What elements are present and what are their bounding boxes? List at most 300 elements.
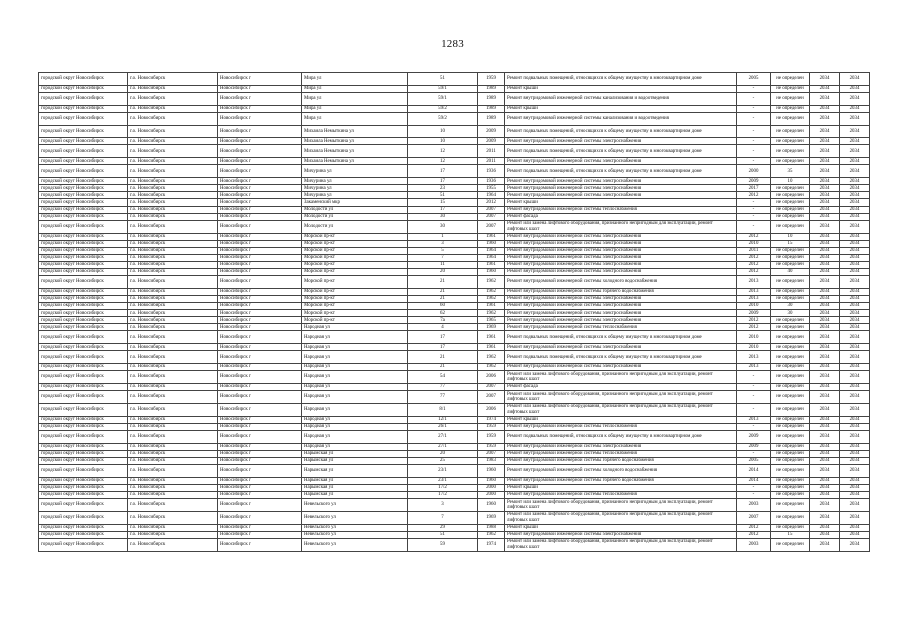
- cell-city: Новосибирск г: [218, 344, 302, 351]
- table-row: [39, 261, 870, 268]
- table-row: [39, 178, 870, 185]
- cell-house-number: 3: [408, 499, 478, 512]
- cell-build-year: 1974: [478, 416, 505, 423]
- cell-municipality: городской округ Новосибирск: [39, 73, 128, 86]
- cell-work-type: Ремонт внутридомовой инженерной системы электроснабжения: [505, 443, 737, 450]
- cell-settlement: г.о. Новосибирск: [128, 310, 218, 317]
- cell-wear-percent: не определен: [771, 317, 810, 324]
- cell-settlement: г.о. Новосибирск: [128, 268, 218, 275]
- cell-work-type: Ремонт внутридомовой инженерной системы электроснабжения: [505, 268, 737, 275]
- cell-house-number: 21: [408, 351, 478, 364]
- cell-city: Новосибирск г: [218, 317, 302, 324]
- cell-wear-percent: не определен: [771, 92, 810, 105]
- cell-settlement: г.о. Новосибирск: [128, 105, 218, 112]
- table-row: [39, 165, 870, 178]
- table-row: [39, 403, 870, 416]
- cell-work-type: Ремонт внутридомовой инженерной системы электроснабжения: [505, 247, 737, 254]
- cell-settlement: г.о. Новосибирск: [128, 165, 218, 178]
- cell-build-year: 2007: [478, 220, 505, 233]
- cell-city: Новосибирск г: [218, 423, 302, 430]
- cell-wear-percent: не определен: [771, 403, 810, 416]
- cell-build-year: 1961: [478, 303, 505, 310]
- cell-plan-end-year: 2034: [840, 371, 870, 384]
- cell-plan-end-year: 2034: [840, 464, 870, 477]
- cell-plan-start-year: 2034: [810, 403, 840, 416]
- cell-municipality: городской округ Новосибирск: [39, 511, 128, 524]
- cell-municipality: городской округ Новосибирск: [39, 288, 128, 295]
- cell-street: Михаила Немыткина ул: [302, 138, 408, 145]
- cell-municipality: городской округ Новосибирск: [39, 158, 128, 165]
- table-row: [39, 240, 870, 247]
- cell-municipality: городской округ Новосибирск: [39, 344, 128, 351]
- cell-house-number: 23/1: [408, 477, 478, 484]
- cell-wear-percent: не определен: [771, 220, 810, 233]
- table-row: [39, 254, 870, 261]
- cell-street: Невельского ул: [302, 511, 408, 524]
- table-row: [39, 344, 870, 351]
- cell-plan-end-year: 2034: [840, 206, 870, 213]
- cell-last-repair-year: 2009: [737, 178, 771, 185]
- cell-wear-percent: не определен: [771, 85, 810, 92]
- cell-plan-start-year: 2034: [810, 112, 840, 125]
- cell-plan-start-year: 2034: [810, 158, 840, 165]
- cell-city: Новосибирск г: [218, 384, 302, 391]
- cell-city: Новосибирск г: [218, 268, 302, 275]
- cell-build-year: 1965: [478, 317, 505, 324]
- cell-municipality: городской округ Новосибирск: [39, 112, 128, 125]
- cell-municipality: городской округ Новосибирск: [39, 303, 128, 310]
- cell-wear-percent: не определен: [771, 138, 810, 145]
- cell-street: Мира ул: [302, 85, 408, 92]
- cell-work-type: Ремонт или замена лифтового оборудования, признанного непригодным для эксплуатации, ремонт лифтовых шахт: [505, 371, 737, 384]
- cell-settlement: г.о. Новосибирск: [128, 247, 218, 254]
- cell-plan-start-year: 2034: [810, 331, 840, 344]
- cell-build-year: 1962: [478, 288, 505, 295]
- cell-city: Новосибирск г: [218, 511, 302, 524]
- cell-build-year: 1962: [478, 310, 505, 317]
- cell-city: Новосибирск г: [218, 324, 302, 331]
- cell-plan-start-year: 2034: [810, 344, 840, 351]
- cell-build-year: 2007: [478, 384, 505, 391]
- cell-plan-start-year: 2034: [810, 138, 840, 145]
- cell-work-type: Ремонт или замена лифтового оборудования, признанного непригодным для эксплуатации, ремонт лифтовых шахт: [505, 220, 737, 233]
- cell-plan-end-year: 2034: [840, 233, 870, 240]
- cell-build-year: 1960: [478, 240, 505, 247]
- cell-street: Нарымская ул: [302, 484, 408, 491]
- cell-settlement: г.о. Новосибирск: [128, 524, 218, 531]
- cell-city: Новосибирск г: [218, 430, 302, 443]
- cell-settlement: г.о. Новосибирск: [128, 477, 218, 484]
- cell-work-type: Ремонт внутридомовой инженерной системы электроснабжения: [505, 531, 737, 538]
- cell-street: Народная ул: [302, 371, 408, 384]
- cell-city: Новосибирск г: [218, 125, 302, 138]
- cell-settlement: г.о. Новосибирск: [128, 112, 218, 125]
- table-row: [39, 450, 870, 457]
- cell-last-repair-year: -: [737, 213, 771, 220]
- cell-work-type: Ремонт внутридомовой инженерной системы горячего водоснабжения: [505, 457, 737, 464]
- cell-city: Новосибирск г: [218, 464, 302, 477]
- cell-wear-percent: не определен: [771, 499, 810, 512]
- cell-city: Новосибирск г: [218, 145, 302, 158]
- cell-build-year: 1959: [478, 443, 505, 450]
- table-row: [39, 423, 870, 430]
- cell-wear-percent: не определен: [771, 491, 810, 498]
- cell-work-type: Ремонт крыши: [505, 105, 737, 112]
- cell-municipality: городской округ Новосибирск: [39, 165, 128, 178]
- cell-plan-end-year: 2034: [840, 457, 870, 464]
- cell-build-year: 1936: [478, 178, 505, 185]
- cell-wear-percent: не определен: [771, 158, 810, 165]
- cell-settlement: г.о. Новосибирск: [128, 531, 218, 538]
- cell-last-repair-year: -: [737, 112, 771, 125]
- cell-city: Новосибирск г: [218, 138, 302, 145]
- cell-street: Молодости ул: [302, 213, 408, 220]
- cell-work-type: Ремонт или замена лифтового оборудования, признанного непригодным для эксплуатации, ремонт лифтовых шахт: [505, 511, 737, 524]
- cell-work-type: Ремонт внутридомовой инженерной системы электроснабжения: [505, 185, 737, 192]
- cell-street: Мира ул: [302, 105, 408, 112]
- cell-city: Новосибирск г: [218, 178, 302, 185]
- cell-settlement: г.о. Новосибирск: [128, 295, 218, 302]
- cell-plan-end-year: 2034: [840, 247, 870, 254]
- cell-plan-start-year: 2034: [810, 499, 840, 512]
- cell-plan-end-year: 2034: [840, 351, 870, 364]
- cell-last-repair-year: 2012: [737, 261, 771, 268]
- cell-city: Новосибирск г: [218, 450, 302, 457]
- cell-build-year: 1969: [478, 511, 505, 524]
- cell-city: Новосибирск г: [218, 288, 302, 295]
- table-row: [39, 105, 870, 112]
- cell-settlement: г.о. Новосибирск: [128, 344, 218, 351]
- table-row: [39, 125, 870, 138]
- cell-municipality: городской округ Новосибирск: [39, 233, 128, 240]
- cell-build-year: 1964: [478, 192, 505, 199]
- cell-municipality: городской округ Новосибирск: [39, 524, 128, 531]
- cell-wear-percent: не определен: [771, 538, 810, 551]
- cell-work-type: Ремонт внутридомовой инженерной системы теплоснабжения: [505, 206, 737, 213]
- cell-municipality: городской округ Новосибирск: [39, 391, 128, 404]
- cell-last-repair-year: -: [737, 391, 771, 404]
- cell-plan-start-year: 2034: [810, 178, 840, 185]
- cell-settlement: г.о. Новосибирск: [128, 288, 218, 295]
- table-row: [39, 158, 870, 165]
- cell-last-repair-year: 2017: [737, 185, 771, 192]
- cell-street: Нарымская ул: [302, 464, 408, 477]
- cell-work-type: Ремонт внутридомовой инженерной системы теплоснабжения: [505, 423, 737, 430]
- cell-municipality: городской округ Новосибирск: [39, 317, 128, 324]
- cell-plan-start-year: 2034: [810, 247, 840, 254]
- cell-last-repair-year: -: [737, 484, 771, 491]
- cell-plan-end-year: 2034: [840, 85, 870, 92]
- cell-city: Новосибирск г: [218, 92, 302, 105]
- cell-settlement: г.о. Новосибирск: [128, 317, 218, 324]
- cell-city: Новосибирск г: [218, 491, 302, 498]
- cell-street: Невельского ул: [302, 524, 408, 531]
- cell-municipality: городской округ Новосибирск: [39, 276, 128, 289]
- cell-wear-percent: 30: [771, 310, 810, 317]
- cell-plan-end-year: 2034: [840, 112, 870, 125]
- cell-work-type: Ремонт фасада: [505, 384, 737, 391]
- cell-city: Новосибирск г: [218, 254, 302, 261]
- cell-plan-end-year: 2034: [840, 125, 870, 138]
- cell-municipality: городской округ Новосибирск: [39, 206, 128, 213]
- cell-plan-start-year: 2034: [810, 92, 840, 105]
- cell-house-number: 10: [408, 125, 478, 138]
- table-row: [39, 317, 870, 324]
- cell-plan-start-year: 2034: [810, 371, 840, 384]
- cell-build-year: 1964: [478, 247, 505, 254]
- cell-municipality: городской округ Новосибирск: [39, 85, 128, 92]
- cell-plan-end-year: 2034: [840, 73, 870, 86]
- cell-plan-end-year: 2034: [840, 268, 870, 275]
- cell-plan-end-year: 2034: [840, 538, 870, 551]
- cell-plan-start-year: 2034: [810, 105, 840, 112]
- cell-build-year: 1959: [478, 430, 505, 443]
- cell-build-year: 1961: [478, 331, 505, 344]
- cell-house-number: 17: [408, 206, 478, 213]
- cell-plan-end-year: 2034: [840, 295, 870, 302]
- cell-street: Мичурина ул: [302, 192, 408, 199]
- cell-plan-start-year: 2034: [810, 192, 840, 199]
- cell-build-year: 1962: [478, 276, 505, 289]
- cell-plan-start-year: 2034: [810, 538, 840, 551]
- cell-street: Мичурина ул: [302, 165, 408, 178]
- cell-city: Новосибирск г: [218, 85, 302, 92]
- table-row: [39, 268, 870, 275]
- table-row: [39, 499, 870, 512]
- cell-plan-end-year: 2034: [840, 138, 870, 145]
- cell-wear-percent: не определен: [771, 391, 810, 404]
- table-row: [39, 416, 870, 423]
- cell-build-year: 2012: [478, 199, 505, 206]
- cell-build-year: 1974: [478, 538, 505, 551]
- table-row: [39, 371, 870, 384]
- cell-work-type: Ремонт крыши: [505, 484, 737, 491]
- cell-municipality: городской округ Новосибирск: [39, 443, 128, 450]
- cell-plan-start-year: 2034: [810, 384, 840, 391]
- cell-city: Новосибирск г: [218, 531, 302, 538]
- cell-wear-percent: не определен: [771, 484, 810, 491]
- cell-street: Мира ул: [302, 92, 408, 105]
- cell-work-type: Ремонт подвальных помещений, относящихся к общему имуществу в многоквартирном доме: [505, 351, 737, 364]
- cell-build-year: 2009: [478, 138, 505, 145]
- cell-street: Морской пр-кт: [302, 288, 408, 295]
- cell-city: Новосибирск г: [218, 192, 302, 199]
- cell-wear-percent: не определен: [771, 423, 810, 430]
- table-row: [39, 85, 870, 92]
- cell-wear-percent: не определен: [771, 73, 810, 86]
- cell-last-repair-year: -: [737, 199, 771, 206]
- cell-house-number: 17: [408, 165, 478, 178]
- cell-city: Новосибирск г: [218, 499, 302, 512]
- table-row: [39, 138, 870, 145]
- cell-build-year: 2007: [478, 450, 505, 457]
- cell-plan-start-year: 2034: [810, 491, 840, 498]
- cell-last-repair-year: 2010: [737, 303, 771, 310]
- cell-house-number: 51: [408, 73, 478, 86]
- cell-house-number: 1: [408, 233, 478, 240]
- cell-settlement: г.о. Новосибирск: [128, 73, 218, 86]
- cell-plan-start-year: 2034: [810, 464, 840, 477]
- cell-last-repair-year: 2013: [737, 364, 771, 371]
- cell-house-number: 21: [408, 276, 478, 289]
- cell-plan-end-year: 2034: [840, 364, 870, 371]
- cell-last-repair-year: -: [737, 85, 771, 92]
- cell-settlement: г.о. Новосибирск: [128, 423, 218, 430]
- cell-work-type: Ремонт подвальных помещений, относящихся к общему имуществу в многоквартирном доме: [505, 430, 737, 443]
- cell-wear-percent: 10: [771, 178, 810, 185]
- cell-build-year: 1955: [478, 185, 505, 192]
- cell-last-repair-year: -: [737, 371, 771, 384]
- cell-city: Новосибирск г: [218, 524, 302, 531]
- cell-settlement: г.о. Новосибирск: [128, 464, 218, 477]
- cell-house-number: 26/1: [408, 423, 478, 430]
- cell-work-type: Ремонт внутридомовой инженерной системы электроснабжения: [505, 295, 737, 302]
- cell-house-number: 4: [408, 324, 478, 331]
- cell-wear-percent: не определен: [771, 324, 810, 331]
- cell-wear-percent: не определен: [771, 416, 810, 423]
- cell-street: Народная ул: [302, 364, 408, 371]
- cell-wear-percent: не определен: [771, 457, 810, 464]
- cell-house-number: 60: [408, 303, 478, 310]
- cell-city: Новосибирск г: [218, 112, 302, 125]
- cell-plan-end-year: 2034: [840, 185, 870, 192]
- cell-plan-start-year: 2034: [810, 213, 840, 220]
- cell-street: Народная ул: [302, 344, 408, 351]
- cell-work-type: Ремонт внутридомовой инженерной системы электроснабжения: [505, 138, 737, 145]
- cell-wear-percent: не определен: [771, 247, 810, 254]
- cell-house-number: 5: [408, 247, 478, 254]
- cell-municipality: городской округ Новосибирск: [39, 220, 128, 233]
- cell-settlement: г.о. Новосибирск: [128, 138, 218, 145]
- cell-build-year: 1959: [478, 423, 505, 430]
- cell-plan-start-year: 2034: [810, 450, 840, 457]
- cell-work-type: Ремонт внутридомовой инженерной системы электроснабжения: [505, 254, 737, 261]
- cell-street: Закаменский мкр: [302, 199, 408, 206]
- cell-settlement: г.о. Новосибирск: [128, 178, 218, 185]
- cell-plan-start-year: 2034: [810, 443, 840, 450]
- cell-build-year: 1989: [478, 105, 505, 112]
- cell-plan-start-year: 2034: [810, 73, 840, 86]
- cell-build-year: 2007: [478, 206, 505, 213]
- cell-last-repair-year: 2011: [737, 247, 771, 254]
- cell-wear-percent: не определен: [771, 430, 810, 443]
- cell-house-number: 8/1: [408, 403, 478, 416]
- cell-wear-percent: не определен: [771, 511, 810, 524]
- cell-city: Новосибирск г: [218, 73, 302, 86]
- cell-build-year: 1961: [478, 233, 505, 240]
- cell-wear-percent: не определен: [771, 125, 810, 138]
- cell-municipality: городской округ Новосибирск: [39, 247, 128, 254]
- cell-plan-start-year: 2034: [810, 310, 840, 317]
- table-row: [39, 247, 870, 254]
- cell-plan-start-year: 2034: [810, 524, 840, 531]
- cell-city: Новосибирск г: [218, 165, 302, 178]
- cell-plan-end-year: 2034: [840, 443, 870, 450]
- cell-plan-start-year: 2034: [810, 220, 840, 233]
- cell-work-type: Ремонт внутридомовой инженерной системы теплоснабжения: [505, 450, 737, 457]
- cell-city: Новосибирск г: [218, 443, 302, 450]
- cell-settlement: г.о. Новосибирск: [128, 303, 218, 310]
- cell-wear-percent: не определен: [771, 443, 810, 450]
- cell-house-number: 29: [408, 524, 478, 531]
- cell-settlement: г.о. Новосибирск: [128, 384, 218, 391]
- cell-plan-start-year: 2034: [810, 317, 840, 324]
- cell-wear-percent: не определен: [771, 477, 810, 484]
- cell-house-number: 77: [408, 384, 478, 391]
- cell-municipality: городской округ Новосибирск: [39, 145, 128, 158]
- table-body: [39, 73, 870, 552]
- cell-street: Морской пр-кт: [302, 276, 408, 289]
- cell-plan-end-year: 2034: [840, 450, 870, 457]
- cell-house-number: 51: [408, 192, 478, 199]
- cell-plan-start-year: 2034: [810, 240, 840, 247]
- cell-settlement: г.о. Новосибирск: [128, 391, 218, 404]
- cell-wear-percent: не определен: [771, 364, 810, 371]
- cell-house-number: 30: [408, 220, 478, 233]
- cell-street: Михаила Немыткина ул: [302, 125, 408, 138]
- table-row: [39, 491, 870, 498]
- cell-plan-start-year: 2034: [810, 261, 840, 268]
- cell-plan-start-year: 2034: [810, 165, 840, 178]
- cell-build-year: 2000: [478, 491, 505, 498]
- cell-house-number: 21: [408, 288, 478, 295]
- cell-municipality: городской округ Новосибирск: [39, 477, 128, 484]
- table-row: [39, 457, 870, 464]
- cell-plan-end-year: 2034: [840, 192, 870, 199]
- cell-settlement: г.о. Новосибирск: [128, 254, 218, 261]
- cell-last-repair-year: 2013: [737, 351, 771, 364]
- cell-settlement: г.о. Новосибирск: [128, 499, 218, 512]
- table-row: [39, 324, 870, 331]
- works-table-container: [38, 72, 869, 552]
- cell-build-year: 1962: [478, 351, 505, 364]
- cell-city: Новосибирск г: [218, 295, 302, 302]
- cell-street: Морской пр-кт: [302, 240, 408, 247]
- page-number: 1283: [441, 38, 464, 50]
- cell-plan-end-year: 2034: [840, 254, 870, 261]
- cell-plan-start-year: 2034: [810, 484, 840, 491]
- cell-street: Морской пр-кт: [302, 303, 408, 310]
- cell-settlement: г.о. Новосибирск: [128, 324, 218, 331]
- cell-plan-end-year: 2034: [840, 199, 870, 206]
- cell-build-year: 1969: [478, 324, 505, 331]
- cell-plan-end-year: 2034: [840, 423, 870, 430]
- table-row: [39, 351, 870, 364]
- cell-wear-percent: не определен: [771, 213, 810, 220]
- cell-municipality: городской округ Новосибирск: [39, 416, 128, 423]
- cell-build-year: 1989: [478, 92, 505, 105]
- cell-street: Морской пр-кт: [302, 268, 408, 275]
- cell-house-number: 17: [408, 331, 478, 344]
- table-row: [39, 531, 870, 538]
- cell-street: Молодости ул: [302, 220, 408, 233]
- table-row: [39, 364, 870, 371]
- cell-plan-end-year: 2034: [840, 531, 870, 538]
- table-row: [39, 484, 870, 491]
- cell-work-type: Ремонт фасада: [505, 213, 737, 220]
- cell-wear-percent: не определен: [771, 331, 810, 344]
- cell-municipality: городской округ Новосибирск: [39, 371, 128, 384]
- cell-municipality: городской округ Новосибирск: [39, 268, 128, 275]
- cell-city: Новосибирск г: [218, 457, 302, 464]
- cell-settlement: г.о. Новосибирск: [128, 331, 218, 344]
- cell-plan-end-year: 2034: [840, 344, 870, 351]
- cell-last-repair-year: 2005: [737, 457, 771, 464]
- cell-city: Новосибирск г: [218, 206, 302, 213]
- cell-plan-start-year: 2034: [810, 324, 840, 331]
- cell-wear-percent: не определен: [771, 344, 810, 351]
- cell-municipality: городской округ Новосибирск: [39, 430, 128, 443]
